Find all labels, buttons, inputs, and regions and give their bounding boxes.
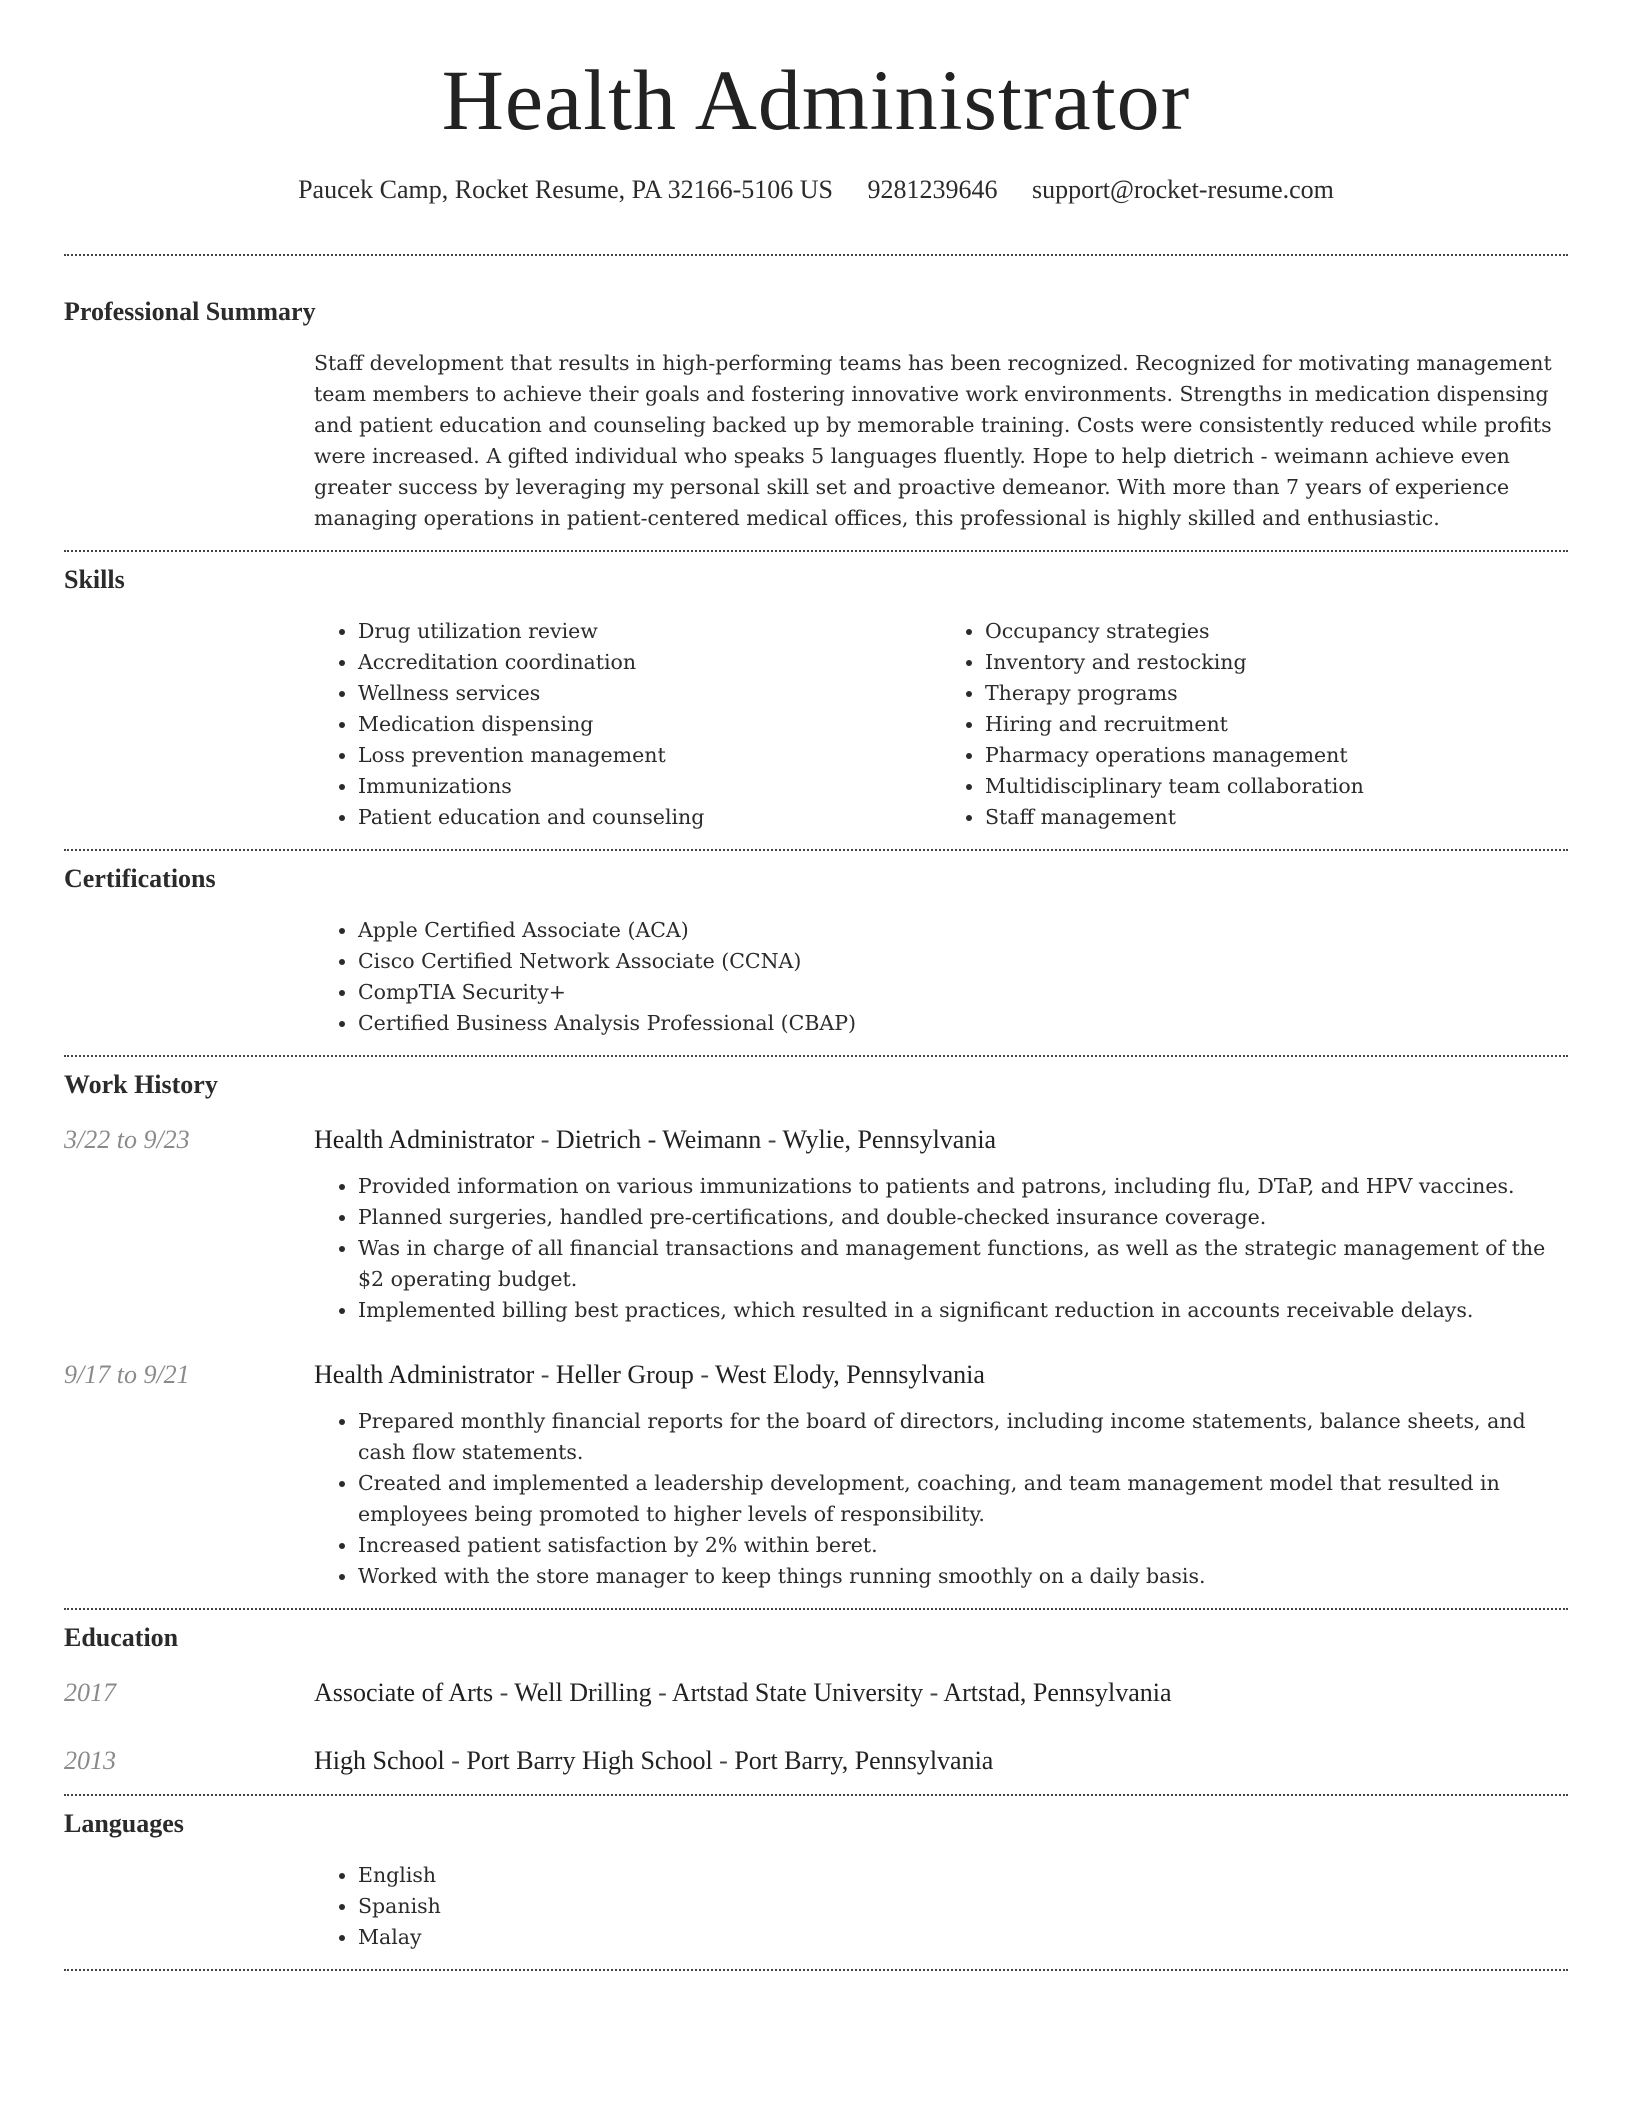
- resume-name: Health Administrator: [441, 52, 1191, 148]
- skill-item: • Immunizations: [358, 771, 941, 802]
- summary-title: Professional Summary: [64, 297, 316, 326]
- education-title: Education: [64, 1623, 179, 1652]
- education-entry: [64, 1676, 1568, 1710]
- skills-title: Skills: [64, 565, 125, 594]
- education-section: [64, 1610, 1568, 1778]
- job-heading: Health Administrator - Heller Group - West Elody, Pennsylvania: [314, 1360, 985, 1389]
- education-heading: Associate of Arts - Well Drilling - Artstad State University - Artstad, Pennsylvania: [314, 1678, 1172, 1707]
- languages-list: [314, 1860, 1568, 1953]
- skill-item: • Loss prevention management: [358, 740, 941, 771]
- education-heading: High School - Port Barry High School - Port Barry, Pennsylvania: [314, 1746, 994, 1775]
- skills-section: [64, 552, 1568, 833]
- education-year: 2017: [64, 1678, 116, 1707]
- job-bullet: • Worked with the store manager to keep things running smoothly on a daily basis.: [358, 1561, 1568, 1592]
- job-location: West Elody, Pennsylvania: [715, 1360, 985, 1389]
- education-location: Artstad, Pennsylvania: [943, 1678, 1172, 1707]
- job-entry: [64, 1358, 1568, 1592]
- skill-item: • Drug utilization review: [358, 616, 941, 647]
- certification-item: • Apple Certified Associate (ACA): [358, 915, 1568, 946]
- contact-phone: 9281239646: [867, 175, 998, 204]
- skill-item: • Hiring and recruitment: [985, 709, 1568, 740]
- job-entry: [64, 1123, 1568, 1326]
- job-bullet: • Planned surgeries, handled pre-certifications, and double-checked insurance coverage.: [358, 1202, 1568, 1233]
- education-year: 2013: [64, 1746, 116, 1775]
- job-company: Heller Group: [555, 1360, 694, 1389]
- languages-title: Languages: [64, 1809, 184, 1838]
- certification-item: • CompTIA Security+: [358, 977, 1568, 1008]
- skill-item: • Multidisciplinary team collaboration: [985, 771, 1568, 802]
- job-dates: 9/17 to 9/21: [64, 1360, 190, 1389]
- language-item: • English: [358, 1860, 1568, 1891]
- skill-item: • Staff management: [985, 802, 1568, 833]
- education-school: Port Barry High School: [466, 1746, 713, 1775]
- job-role: Health Administrator: [314, 1125, 535, 1154]
- contact-address: Paucek Camp, Rocket Resume, PA 32166-5106 US: [298, 175, 833, 204]
- job-role: Health Administrator: [314, 1360, 535, 1389]
- job-bullet: • Created and implemented a leadership development, coaching, and team management model that resulted in employees being promoted to higher levels of responsibility.: [358, 1468, 1568, 1530]
- language-item: • Spanish: [358, 1891, 1568, 1922]
- certifications-section: [64, 851, 1568, 1039]
- education-degree: High School: [314, 1746, 445, 1775]
- education-location: Port Barry, Pennsylvania: [734, 1746, 994, 1775]
- skill-item: • Inventory and restocking: [985, 647, 1568, 678]
- job-bullet: • Implemented billing best practices, which resulted in a significant reduction in accounts receivable delays.: [358, 1295, 1568, 1326]
- skill-item: • Medication dispensing: [358, 709, 941, 740]
- job-bullets: [314, 1171, 1568, 1326]
- job-bullet: • Provided information on various immunizations to patients and patrons, including flu, DTaP, and HPV vaccines.: [358, 1171, 1568, 1202]
- job-heading: Health Administrator - Dietrich - Weimann - Wylie, Pennsylvania: [314, 1125, 997, 1154]
- certification-item: • Cisco Certified Network Associate (CCNA): [358, 946, 1568, 977]
- languages-section: [64, 1796, 1568, 1953]
- contact-line: [64, 174, 1568, 206]
- work-section: [64, 1057, 1568, 1592]
- certification-item: • Certified Business Analysis Professional (CBAP): [358, 1008, 1568, 1039]
- job-company: Dietrich - Weimann: [555, 1125, 762, 1154]
- job-bullet: • Prepared monthly financial reports for the board of directors, including income statements, balance sheets, and cash flow statements.: [358, 1406, 1568, 1468]
- education-entry: [64, 1744, 1568, 1778]
- work-title: Work History: [64, 1070, 218, 1099]
- certifications-title: Certifications: [64, 864, 216, 893]
- job-bullet: • Was in charge of all financial transactions and management functions, as well as the strategic management of the $2 operating budget.: [358, 1233, 1568, 1295]
- job-bullet: • Increased patient satisfaction by 2% within beret.: [358, 1530, 1568, 1561]
- section-divider: [64, 1969, 1568, 1971]
- job-location: Wylie, Pennsylvania: [782, 1125, 997, 1154]
- language-item: • Malay: [358, 1922, 1568, 1953]
- summary-section: [64, 256, 1568, 534]
- job-dates: 3/22 to 9/23: [64, 1125, 190, 1154]
- certifications-list: [314, 915, 1568, 1039]
- skills-list-left: [314, 616, 941, 833]
- contact-email: support@rocket-resume.com: [1031, 175, 1334, 204]
- skill-item: • Patient education and counseling: [358, 802, 941, 833]
- education-school: Artstad State University: [671, 1678, 924, 1707]
- job-bullets: [314, 1406, 1568, 1592]
- skill-item: • Therapy programs: [985, 678, 1568, 709]
- summary-text: Staff development that results in high-performing teams has been recognized. Recognized for motivating management team members to achieve their goals and fostering innovative work environments. Strengths in medication dispensing and patient education and counseling backed up by memorable training. Costs were consistently reduced while profits were increased. A gifted individual who speaks 5 languages fluently. Hope to help dietrich - weimann achieve even greater success by leveraging my personal skill set and proactive demeanor. With more than 7 years of experience managing operations in patient-centered medical offices, this professional is highly skilled and enthusiastic.: [314, 351, 1552, 530]
- skill-item: • Wellness services: [358, 678, 941, 709]
- education-degree: Associate of Arts: [314, 1678, 494, 1707]
- skill-item: • Occupancy strategies: [985, 616, 1568, 647]
- skills-list-right: [941, 616, 1568, 833]
- skill-item: • Accreditation coordination: [358, 647, 941, 678]
- skill-item: • Pharmacy operations management: [985, 740, 1568, 771]
- education-field: Well Drilling: [514, 1678, 652, 1707]
